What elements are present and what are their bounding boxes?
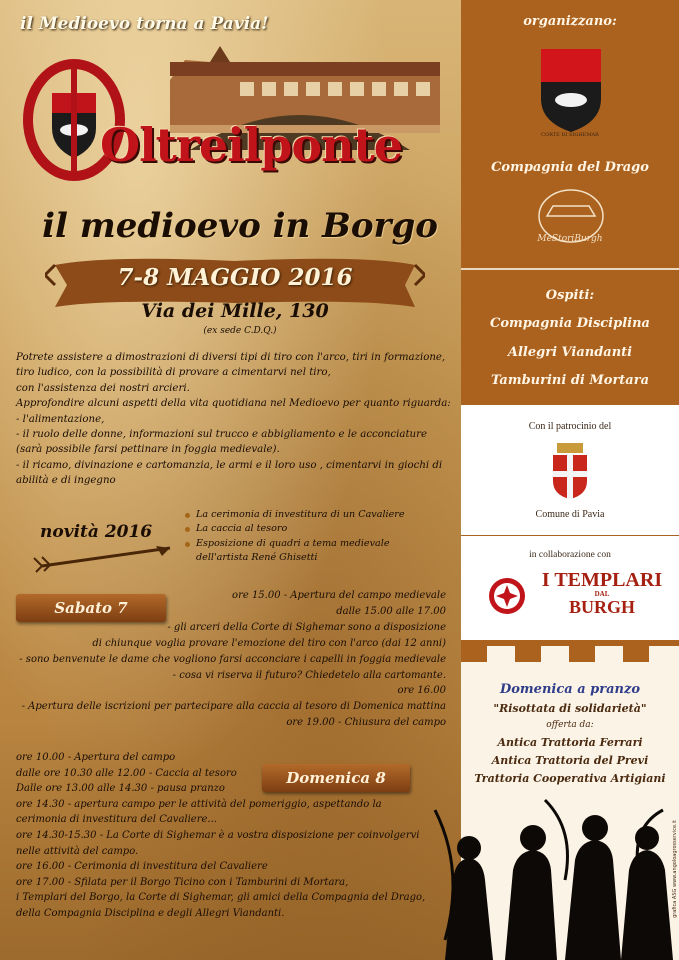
- lunch-sponsor: Antica Trattoria del Previ: [491, 754, 649, 767]
- schedule-line: ore 10.00 - Apertura del campo: [16, 752, 176, 763]
- schedule-line: dalle ore 10.30 alle 12.00 - Caccia al tesoro: [16, 767, 237, 779]
- schedule-line: Dalle ore 13.00 alle 14.30 - pausa pranzo: [16, 783, 225, 795]
- arrow-icon: [32, 538, 182, 574]
- lunch-sponsor: Antica Trattoria Ferrari: [497, 736, 643, 749]
- schedule-line: nelle attività del campo.: [16, 845, 139, 857]
- schedule-line: - cosa vi riserva il futuro? Chiedetelo alla cartomante.: [172, 669, 446, 681]
- schedule-line: ore 14.30-15.30 - La Corte di Sighemar è a vostra disposizione per coinvolgervi: [16, 829, 420, 841]
- guest-item: Compagnia Disciplina: [490, 316, 650, 331]
- graphic-credit: grafica ASG www.angoloagrosservice.it: [672, 820, 678, 918]
- schedule-line: ore 15.00 - Apertura del campo medievale: [232, 590, 446, 601]
- intro-line: - il ricamo, divinazione e cartomanzia, le armi e il loro uso , cimentarvi in giochi di: [16, 459, 443, 471]
- schedule-line: di chiunque voglia provare l'emozione del tiro con l'arco (dai 12 anni): [92, 637, 446, 649]
- organizers-label: organizzano:: [523, 14, 617, 29]
- poster-title: Oltreilponte: [100, 118, 403, 172]
- patronage-label: Con il patrocinio del: [528, 421, 612, 432]
- intro-line: (sarà possibile farsi pettinare in foggia medievale).: [16, 444, 280, 456]
- address-note: (ex sede C.D.Q.): [203, 326, 277, 336]
- intro-line: - il ruolo delle donne, informazioni sul trucco e abbigliamento e le acconciature: [16, 429, 428, 441]
- guest-item: Tamburini di Mortara: [490, 373, 650, 388]
- lunch-title: Domenica a pranzo: [499, 682, 641, 697]
- schedule-line: i Templari del Borgo, la Corte di Sighemar, gli amici della Compagnia del Drago,: [16, 892, 426, 904]
- novita-item: Esposizione di quadri a tema medievale: [184, 537, 454, 551]
- crenellation-decoration: [461, 640, 679, 670]
- shield-caption: CORTE DI SIGHEMAR: [541, 132, 599, 138]
- lunch-subtitle: "Risottata di solidarietà": [493, 702, 647, 715]
- divider: [461, 268, 679, 270]
- intro-line: - l'alimentazione,: [16, 413, 105, 425]
- schedule-line: dalle 15.00 alle 17.00: [336, 605, 446, 617]
- schedule-line: cerimonia di investitura del Cavaliere...: [16, 814, 217, 826]
- patronage-block: [461, 405, 679, 535]
- guests-label: Ospiti:: [545, 288, 595, 303]
- archers-silhouette-illustration: [425, 790, 679, 960]
- templari-logo: [532, 570, 672, 616]
- saturday-banner: Sabato 7: [16, 594, 166, 622]
- templari-line3: BURGH: [568, 597, 635, 617]
- event-address: Via dei Mille, 130: [141, 300, 329, 322]
- novita-item: La cerimonia di investitura di un Cavaliere: [184, 508, 454, 522]
- intro-line: tiro ludico, con la possibilità di provare a cimentarvi nel tiro,: [16, 367, 331, 379]
- tagline: il Medioevo torna a Pavia!: [20, 14, 269, 34]
- schedule-line: ore 19.00 - Chiusura del campo: [286, 717, 446, 729]
- guest-item: Allegri Viandanti: [507, 345, 633, 360]
- sighemar-shield-icon: [536, 44, 606, 136]
- schedule-line: ore 14.30 - apertura campo per le attività del pomeriggio, aspettando la: [16, 798, 382, 810]
- intro-text: [16, 350, 451, 489]
- intro-line: Potrete assistere a dimostrazioni di diversi tipi di tiro con l'arco, tiri in formazione,: [16, 352, 446, 363]
- collab-label: in collaborazione con: [529, 550, 611, 560]
- novita-list: [184, 508, 454, 565]
- mestoriburgh-label: MeStoriBurgh: [537, 234, 603, 244]
- event-date: 7-8 MAGGIO 2016: [117, 264, 353, 291]
- lunch-sponsor: Trattoria Cooperativa Artigiani: [474, 772, 666, 785]
- intro-line: con l'assistenza dei nostri arcieri.: [16, 382, 190, 394]
- novita-item-continuation: dell'artista René Ghisetti: [196, 551, 318, 563]
- templari-line2: DAL: [594, 590, 610, 598]
- pavia-crest-icon: [549, 441, 591, 501]
- sunday-banner: Domenica 8: [262, 764, 410, 792]
- schedule-line: ore 16.00 - Cerimonia di investitura del Cavaliere: [16, 861, 268, 873]
- patronage-name: Comune di Pavia: [535, 509, 605, 520]
- schedule-line: della Compagnia Disciplina e degli Allegri Viandanti.: [16, 907, 285, 919]
- schedule-line: - sono benvenute le dame che vogliono farsi acconciare i capelli in foggia medievale: [19, 653, 446, 665]
- schedule-line: - gli arceri della Corte di Sighemar sono a disposizione: [167, 621, 446, 633]
- novita-item: La caccia al tesoro: [184, 522, 454, 536]
- poster-subtitle: il medioevo in Borgo: [42, 206, 438, 246]
- templari-line1: I TEMPLARI: [541, 569, 663, 591]
- novita-label: novità 2016: [40, 522, 153, 542]
- schedule-line: ore 16.00: [397, 685, 446, 697]
- schedule-line: ore 17.00 - Sfilata per il Borgo Ticino con i Tamburini di Mortara,: [16, 876, 349, 888]
- intro-line: abilità e di ingegno: [16, 475, 116, 487]
- organizer-compagnia-drago: Compagnia del Drago: [491, 160, 649, 175]
- templar-cross-icon: [487, 576, 527, 616]
- lunch-offered: offerta da:: [546, 720, 594, 730]
- intro-line: Approfondire alcuni aspetti della vita quotidiana nel Medioevo per quanto riguarda:: [16, 398, 451, 410]
- schedule-line: - Apertura delle iscrizioni per partecipare alla caccia al tesoro di Domenica mattina: [21, 701, 446, 713]
